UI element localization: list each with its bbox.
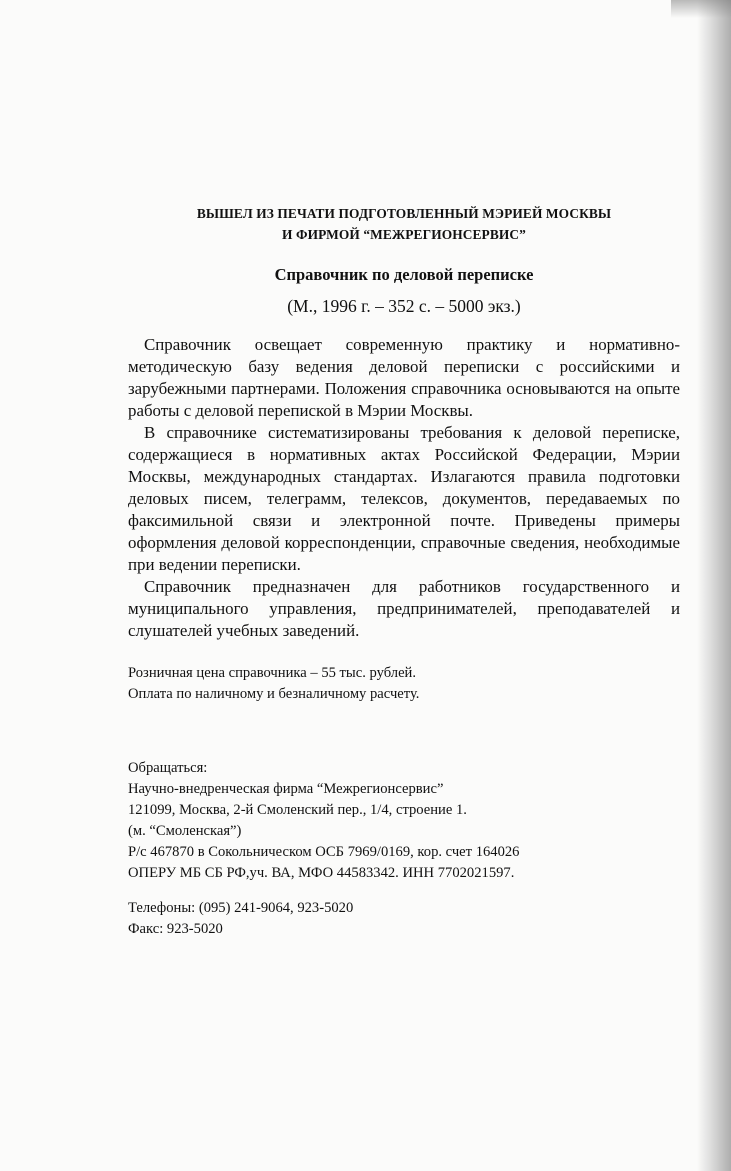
contact-label: Обращаться: xyxy=(128,760,208,776)
company-address: 121099, Москва, 2-й Смоленский пер., 1/4, строение 1. xyxy=(128,802,467,818)
book-publication-info: (М., 1996 г. – 352 с. – 5000 экз.) xyxy=(287,296,521,316)
page-content xyxy=(128,203,680,940)
scan-corner-shadow xyxy=(671,0,731,18)
payment-terms: Оплата по наличному и безналичному расчету. xyxy=(128,686,420,702)
phone-info xyxy=(128,898,680,940)
heading-line-2: И ФИРМОЙ “МЕЖРЕГИОНСЕРВИС” xyxy=(282,227,526,242)
book-title: Справочник по деловой переписке xyxy=(274,265,534,284)
company-name: Научно-внедренческая фирма “Межрегионсервис” xyxy=(128,781,444,797)
description-paragraph: В справочнике систематизированы требования к деловой переписке, содержащиеся в нормативных актах Российской Федерации, Мэрии Москвы, международных стандартах. Излагаются правила подготовки деловых писем, телеграмм, телексов, документов, передаваемых по факсимильной связи и электронной почте. Приведены примеры оформления деловой корреспонденции, справочные сведения, необходимые при ведении переписки. xyxy=(128,423,680,574)
scan-shadow-edge xyxy=(697,0,731,1171)
description-paragraph: Справочник освещает современную практику и нормативно-методическую базу ведения деловой переписки с российскими и зарубежными партнерами. Положения справочника основываются на опыте работы с деловой перепиской в Мэрии Москвы. xyxy=(128,335,680,420)
price-info xyxy=(128,663,680,705)
telephone-numbers: Телефоны: (095) 241-9064, 923-5020 xyxy=(128,900,354,916)
contact-info xyxy=(128,758,680,884)
fax-number: Факс: 923-5020 xyxy=(128,921,223,937)
heading-line-1: ВЫШЕЛ ИЗ ПЕЧАТИ ПОДГОТОВЛЕННЫЙ МЭРИЕЙ МОСКВЫ xyxy=(196,206,612,221)
description-paragraph: Справочник предназначен для работников государственного и муниципального управления, предпринимателей, преподавателей и слушателей учебных заведений. xyxy=(128,577,680,640)
bank-account: Р/с 467870 в Сокольническом ОСБ 7969/0169, кор. счет 164026 xyxy=(128,844,520,860)
announcement-heading xyxy=(128,203,680,245)
metro-station: (м. “Смоленская”) xyxy=(128,823,242,839)
retail-price: Розничная цена справочника – 55 тыс. рублей. xyxy=(128,665,417,681)
description xyxy=(128,334,680,642)
bank-details: ОПЕРУ МБ СБ РФ,уч. ВА, МФО 44583342. ИНН 7702021597. xyxy=(128,865,515,881)
